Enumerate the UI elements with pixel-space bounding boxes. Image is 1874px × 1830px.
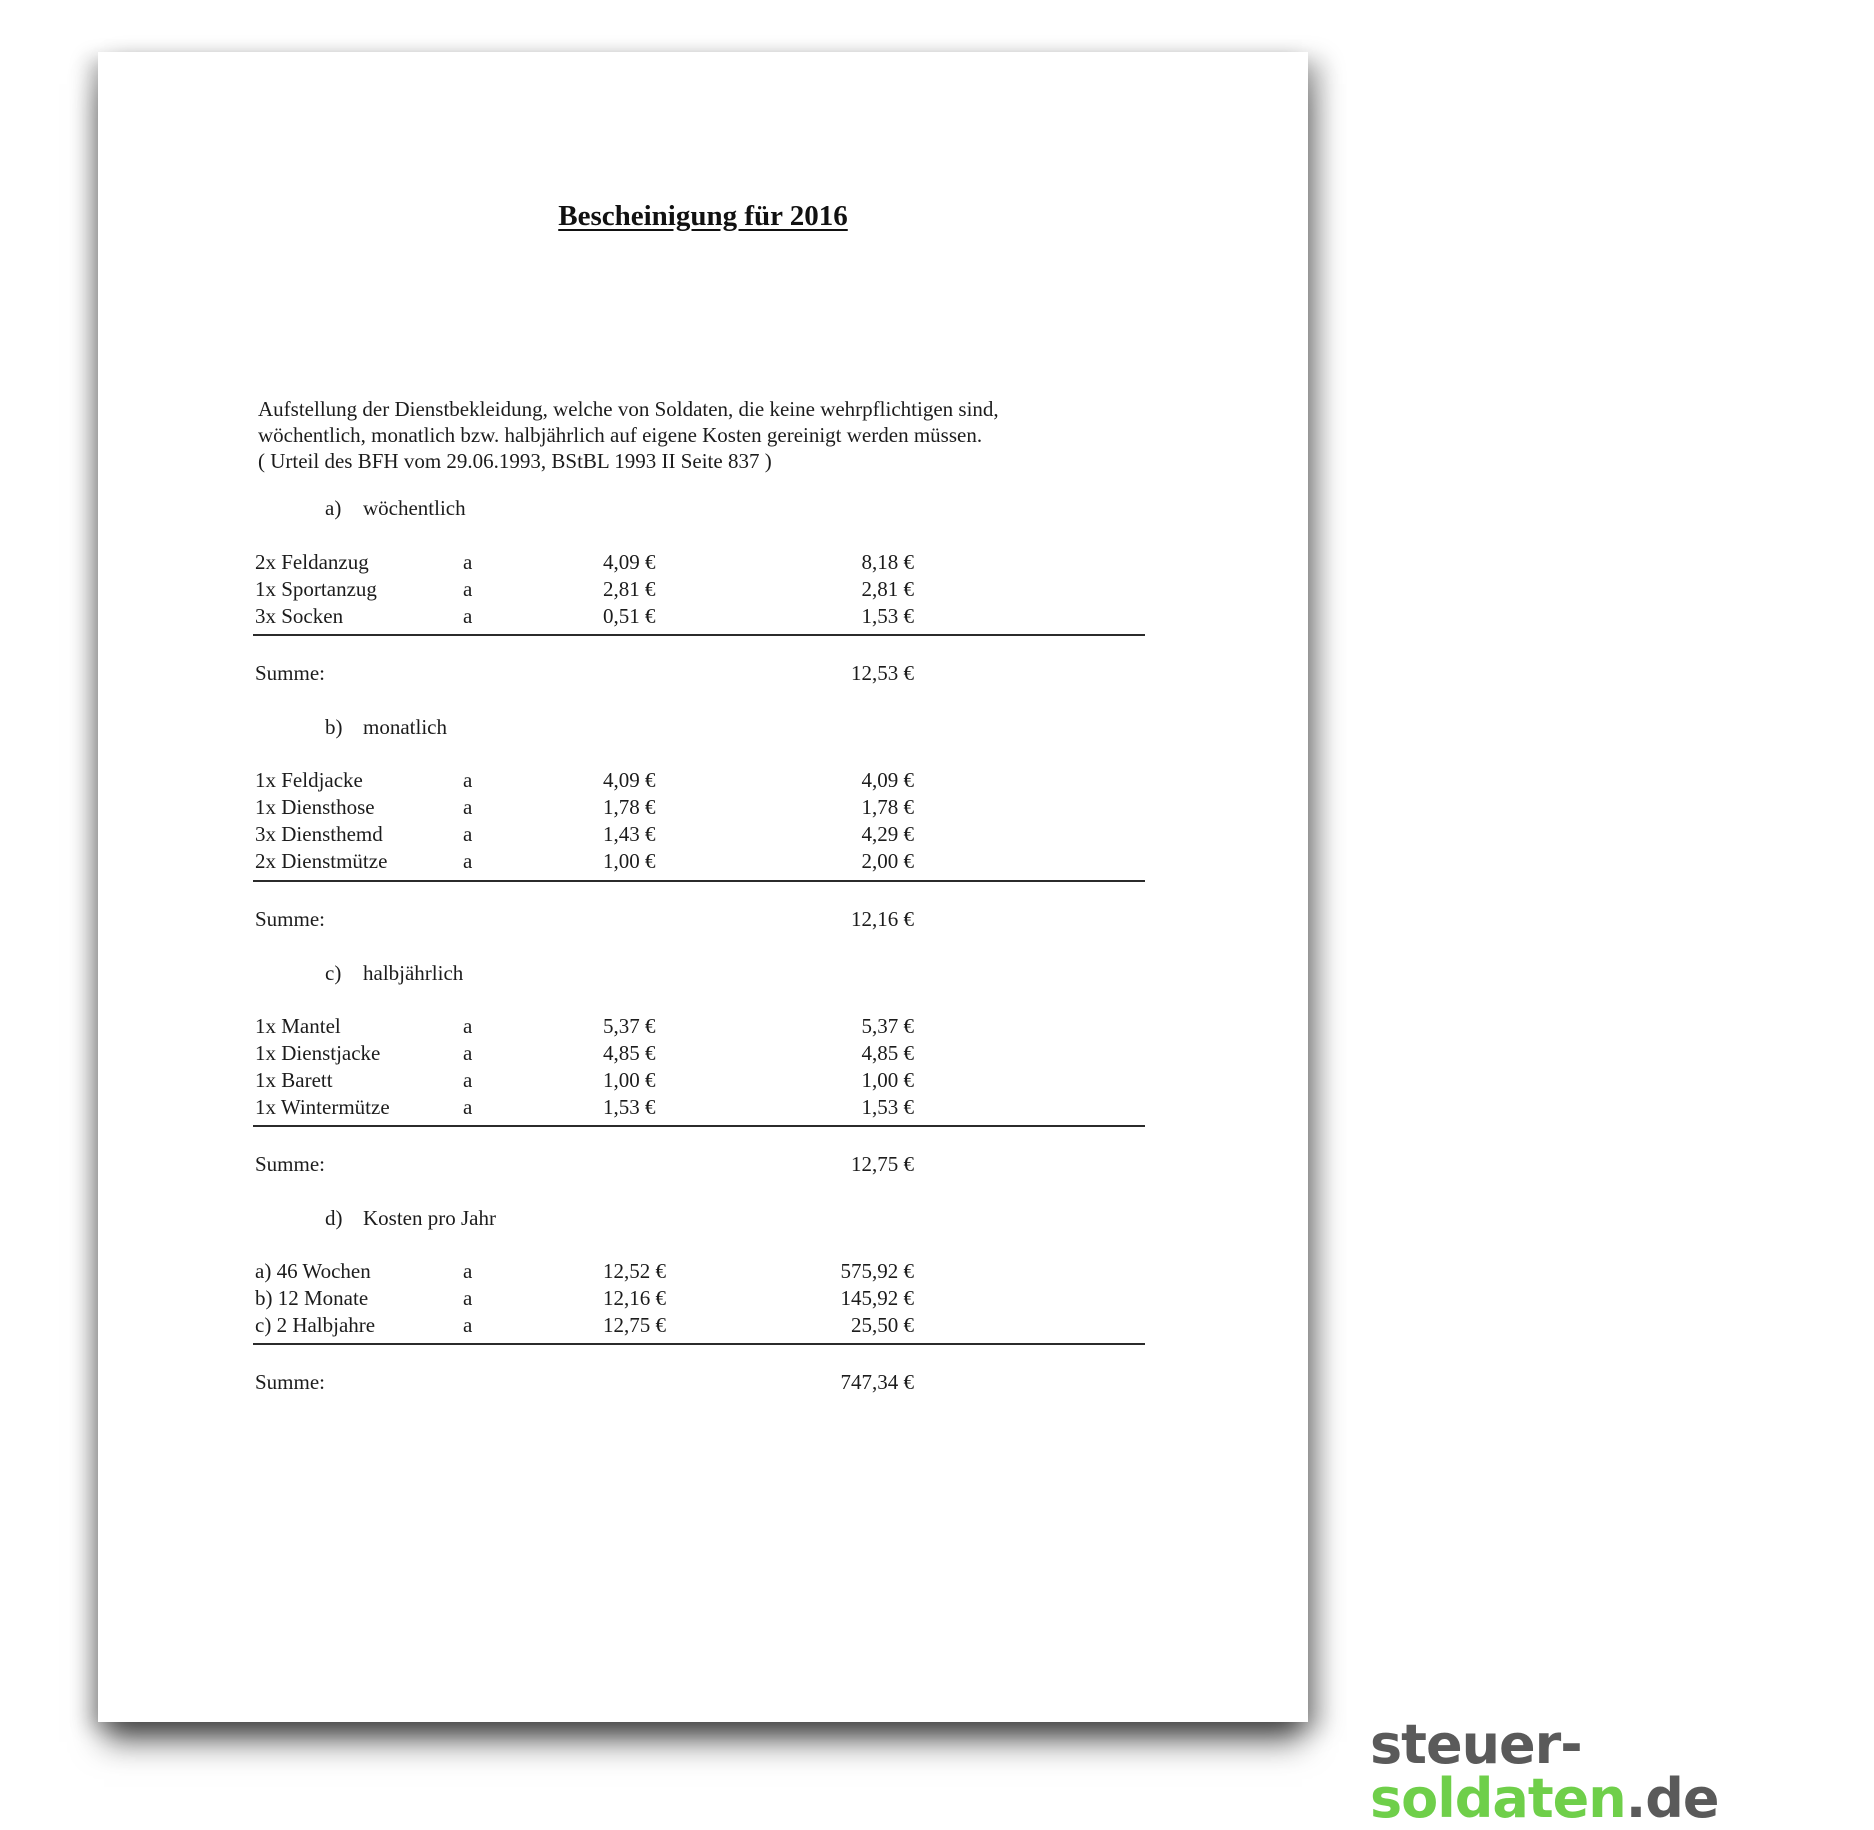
section-heading: b) monatlich (325, 715, 447, 739)
intro-paragraph (258, 396, 999, 474)
table-row: 1x Barett a 1,00 € 1,00 € (255, 1068, 914, 1092)
table-row: 2x Feldanzug a 4,09 € 8,18 € (255, 550, 914, 574)
table-row: c) 2 Halbjahre a 12,75 € 25,50 € (255, 1313, 914, 1337)
table-row: 2x Dienstmütze a 1,00 € 2,00 € (255, 849, 914, 873)
table-row: 1x Sportanzug a 2,81 € 2,81 € (255, 577, 914, 601)
document-page: Bescheinigung für 2016 Aufstellung der Dienstbekleidung, welche von Soldaten, die keine wehrpflichtigen sind, wöchentlich, monatlich bzw. halbjährlich auf eigene Kosten gereinigt werden müssen. ( Urteil des BFH vom 29.06.1993, BStBL 1993 II Seite 837 ) a) wöchentlich 2x Feldanzug a 4,09 € 8,18 € 1x Sportanzug a 2,81 € 2,81 € 3x Socken a 0,51 € 1,53 € Summe: 12,53 € b) monatlich 1x Feldjacke a 4,09 € 4,09 € 1x Diensthose a 1,78 € 1,78 € 3x Diensthemd a 1,43 € 4,29 € 2x Dienstmütze a 1,00 € 2,00 € Summe: 12,16 € c) halbjährlich 1x Mantel a 5,37 € 5,37 € 1x Dienstjacke a 4,85 € 4,85 € 1x Barett a 1,00 € 1,00 € 1x Wintermütze a 1,53 € 1,53 € Summe: 12,75 € d) Kosten pro Jahr a) 46 Wochen a 12,52 € 575,92 € b) 12 Monate a 12,16 € 145,92 € c) 2 Halbjahre a 12,75 € 25,50 € Summe: 747,34 € (98, 52, 1308, 1722)
divider (253, 1125, 1145, 1127)
table-row: a) 46 Wochen a 12,52 € 575,92 € (255, 1259, 914, 1283)
table-row: b) 12 Monate a 12,16 € 145,92 € (255, 1286, 914, 1310)
section-heading: c) halbjährlich (325, 961, 464, 985)
table-row: 1x Dienstjacke a 4,85 € 4,85 € (255, 1041, 914, 1065)
table-row: 3x Diensthemd a 1,43 € 4,29 € (255, 822, 914, 846)
document-title: Bescheinigung für 2016 (558, 200, 848, 232)
table-row: 1x Mantel a 5,37 € 5,37 € (255, 1014, 914, 1038)
section-heading: a) wöchentlich (325, 496, 466, 520)
intro-line: ( Urteil des BFH vom 29.06.1993, BStBL 1993 II Seite 837 ) (258, 449, 772, 473)
steuer-soldaten-logo: steuer-soldaten.de (1370, 1713, 1719, 1830)
table-row: 1x Diensthose a 1,78 € 1,78 € (255, 795, 914, 819)
section-heading: d) Kosten pro Jahr (325, 1206, 496, 1230)
table-row: 1x Wintermütze a 1,53 € 1,53 € (255, 1095, 914, 1119)
divider (253, 1343, 1145, 1345)
table-row: 3x Socken a 0,51 € 1,53 € (255, 604, 914, 628)
divider (253, 634, 1145, 636)
divider (253, 880, 1145, 882)
intro-line: wöchentlich, monatlich bzw. halbjährlich auf eigene Kosten gereinigt werden müssen. (258, 423, 983, 447)
table-row: 1x Feldjacke a 4,09 € 4,09 € (255, 768, 914, 792)
intro-line: Aufstellung der Dienstbekleidung, welche von Soldaten, die keine wehrpflichtigen sind, (258, 397, 999, 421)
